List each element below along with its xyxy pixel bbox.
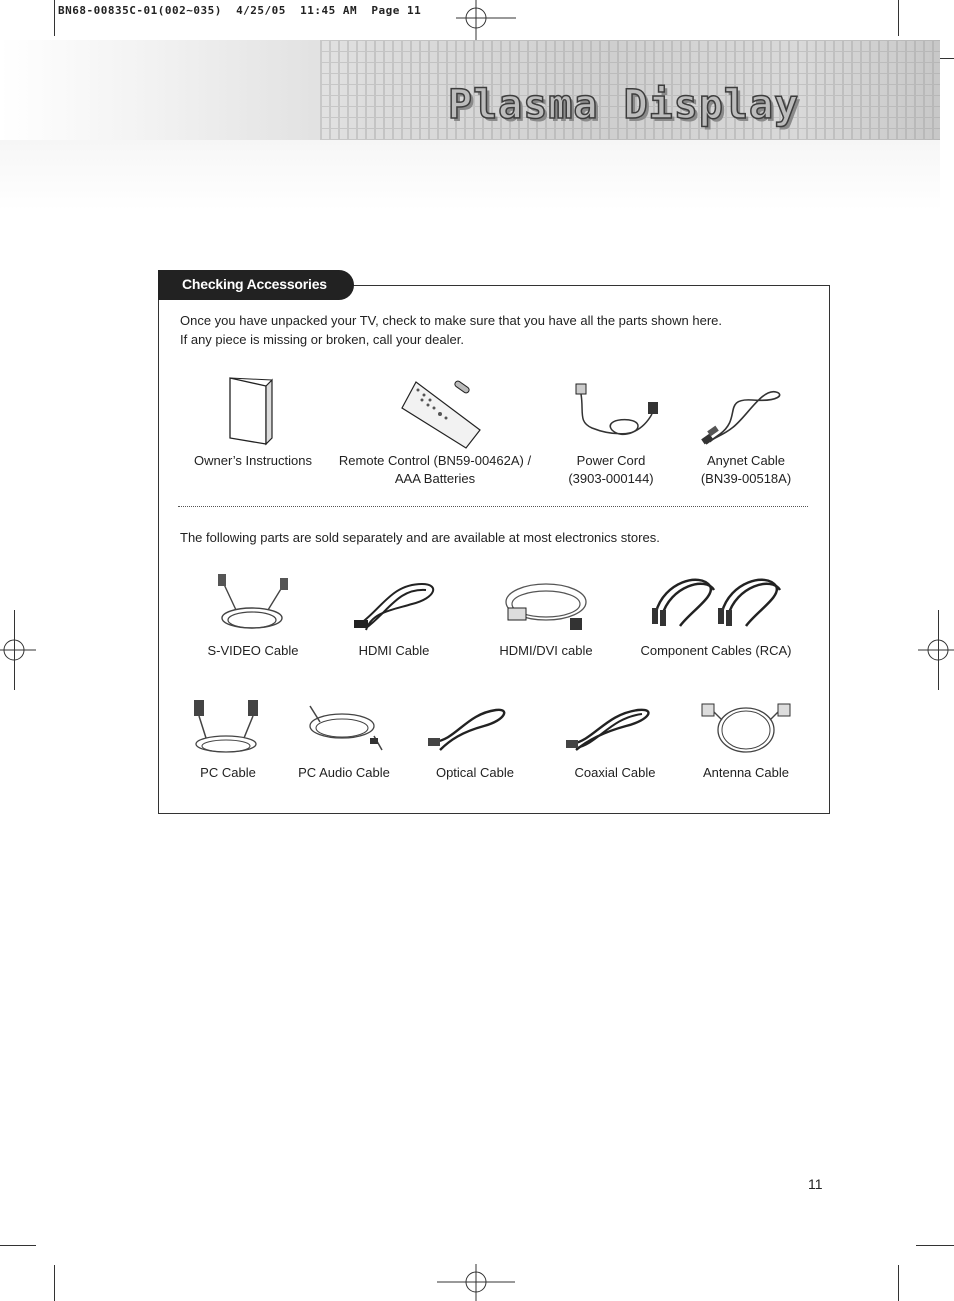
label-component-cables: Component Cables (RCA)	[640, 643, 792, 658]
section-title: Checking Accessories	[182, 276, 327, 292]
label-antenna-cable: Antenna Cable	[702, 765, 789, 780]
registration-mark-icon	[0, 630, 36, 670]
page-number: 11	[808, 1176, 823, 1192]
label-hdmi-cable: HDMI Cable	[358, 643, 430, 658]
crop-mark	[916, 1245, 954, 1246]
crop-mark	[0, 1245, 36, 1246]
pc-audio-cable-icon	[304, 702, 384, 756]
label-owners-instructions: Owner’s Instructions	[193, 453, 312, 468]
registration-mark-icon	[456, 0, 496, 40]
section-tab	[158, 270, 354, 300]
intro-line-2: If any piece is missing or broken, call your dealer.	[180, 332, 464, 347]
power-cord-icon	[572, 382, 664, 442]
header-banner	[0, 40, 940, 140]
label-power-cord: Power Cord (3903-000144)	[568, 453, 654, 486]
label-pc-audio-cable: PC Audio Cable	[298, 765, 390, 780]
label-coaxial-cable: Coaxial Cable	[574, 765, 656, 780]
label-s-video-cable: S-VIDEO Cable	[207, 643, 299, 658]
crop-mark	[898, 1265, 899, 1301]
component-cables-icon	[650, 572, 786, 632]
label-anynet-cable: Anynet Cable (BN39-00518A)	[700, 453, 792, 486]
banner-fade	[0, 140, 940, 210]
anynet-cable-icon	[702, 388, 788, 448]
antenna-cable-icon	[700, 700, 792, 758]
remote-control-icon	[400, 378, 482, 450]
crop-mark	[54, 0, 55, 36]
sold-separately-note: The following parts are sold separately and are available at most electronics stores.	[180, 530, 660, 545]
crop-mark	[54, 1265, 55, 1301]
s-video-cable-icon	[212, 572, 294, 632]
hdmi-dvi-cable-icon	[500, 578, 592, 638]
pc-cable-icon	[190, 698, 264, 758]
banner-title: Plasma Display	[448, 82, 800, 128]
crop-mark	[898, 0, 899, 36]
label-remote-control: Remote Control (BN59-00462A) / AAA Batteries	[338, 453, 532, 486]
print-slug: BN68-00835C-01(002~035) 4/25/05 11:45 AM Page 11	[58, 4, 422, 17]
dotted-divider	[178, 506, 808, 507]
label-hdmi-dvi-cable: HDMI/DVI cable	[499, 643, 593, 658]
intro-line-1: Once you have unpacked your TV, check to make sure that you have all the parts shown here.	[180, 313, 722, 328]
registration-mark-icon	[437, 1264, 517, 1301]
hdmi-cable-icon	[352, 578, 442, 638]
label-optical-cable: Optical Cable	[435, 765, 515, 780]
manual-icon	[226, 376, 278, 446]
optical-cable-icon	[426, 704, 510, 754]
coaxial-cable-icon	[564, 704, 656, 754]
label-pc-cable: PC Cable	[200, 765, 256, 780]
registration-mark-icon	[918, 630, 954, 670]
